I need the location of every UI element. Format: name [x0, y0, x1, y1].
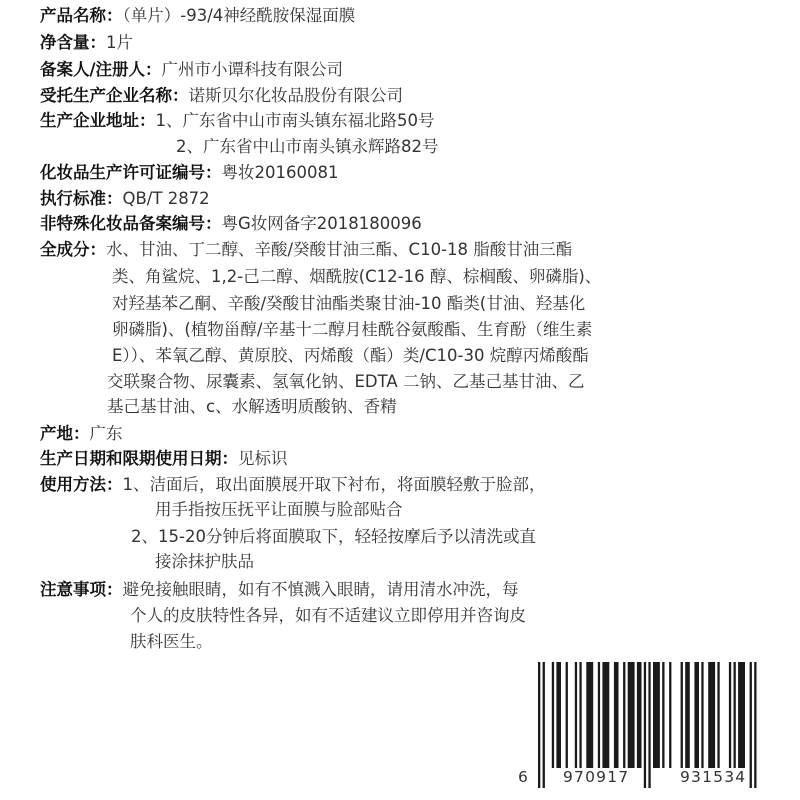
net-content-row: [40, 33, 133, 53]
license-value: 粤妆20160081: [221, 163, 339, 182]
usage-label: 使用方法：: [40, 475, 123, 494]
usage-line: 接涂抹护肤品: [155, 552, 254, 571]
product-name-label: 产品名称：: [40, 6, 123, 25]
ingredients-label: 全成分：: [40, 240, 106, 259]
ingredients-line: E））、苯氧乙醇、黄原胶、丙烯酸（酯）类/C10-30 烷醇丙烯酸酯: [112, 346, 589, 365]
barcode-bar: [598, 662, 600, 768]
ingredients-row: [40, 240, 572, 260]
barcode-digit-prefix: 6: [518, 768, 528, 786]
barcode: [518, 660, 790, 796]
notes-line: 避免接触眼睛，如有不慎溅入眼睛，请用清水冲洗，每: [122, 580, 519, 599]
barcode-bar: [623, 662, 625, 768]
license-label: 化妆品生产许可证编号：: [40, 163, 222, 182]
registrant-label: 备案人/注册人：: [40, 60, 162, 79]
barcode-bar: [579, 662, 581, 768]
barcode-bar: [575, 662, 577, 768]
ingredients-line: 基己基甘油、c、水解透明质酸钠、香精: [107, 397, 397, 416]
usage-line: 2、15-20分钟后将面膜取下，轻轻按摩后予以清洗或直: [131, 527, 536, 546]
usage-row: [40, 475, 546, 495]
barcode-digits-left: 970917: [563, 768, 630, 786]
product-name-row: [40, 6, 355, 26]
manufacturer-value: 诺斯贝尔化妆品股份有限公司: [188, 86, 403, 105]
ingredients-line: 类、角鲨烷、1,2-己二醇、烟酰胺(C12-16 醇、棕榈酸、卵磷脂)、: [112, 267, 602, 286]
registrant-value: 广州市小谭科技有限公司: [161, 60, 344, 79]
usage-line: 1、洁面后，取出面膜展开取下衬布，将面膜轻敷于脸部，: [122, 475, 546, 494]
barcode-bar: [552, 662, 554, 768]
barcode-bar: [538, 662, 540, 788]
notes-label: 注意事项：: [40, 580, 123, 599]
net-content-label: 净含量：: [40, 33, 106, 52]
usage-line: 用手指按压抚平让面膜与脸部贴合: [155, 500, 403, 519]
notes-line: 肤科医生。: [130, 632, 213, 651]
notes-line: 个人的皮肤特性各异，如有不适建议立即停用并咨询皮: [130, 606, 526, 625]
standard-label: 执行标准：: [40, 189, 123, 208]
barcode-digits-right: 931534: [680, 768, 747, 786]
license-row: [40, 163, 338, 183]
manufacturer-label: 受托生产企业名称：: [40, 86, 189, 105]
barcode-bar: [653, 662, 660, 768]
dates-value: 见标识: [238, 449, 288, 468]
barcode-bar: [602, 662, 609, 768]
barcode-bar: [729, 662, 731, 768]
barcode-bar: [738, 662, 745, 768]
notes-row: [40, 580, 519, 600]
address-row: [40, 111, 435, 131]
ingredients-line: 对羟基苯乙酮、辛酸/癸酸甘油酯类聚甘油-10 酯类(甘油、羟基化: [112, 294, 586, 313]
net-content-value: 1片: [106, 33, 133, 52]
manufacturer-row: [40, 86, 403, 106]
barcode-bar: [754, 662, 756, 788]
barcode-bar: [644, 662, 646, 788]
address-line: 2、广东省中山市南头镇永辉路82号: [176, 137, 439, 156]
barcode-bar: [669, 662, 671, 768]
barcode-bar: [694, 662, 699, 768]
address-line: 1、广东省中山市南头镇东福北路50号: [155, 111, 435, 130]
barcode-bar: [566, 662, 568, 768]
barcode-bar: [648, 662, 650, 788]
barcode-bar: [637, 662, 642, 768]
origin-label: 产地：: [40, 424, 90, 443]
barcode-bar: [701, 662, 703, 768]
barcode-bar: [750, 662, 752, 788]
barcode-bar: [662, 662, 664, 768]
barcode-bar: [685, 662, 690, 768]
barcode-bar: [681, 662, 683, 768]
registrant-row: [40, 60, 343, 80]
barcode-bar: [556, 662, 561, 768]
filing-value: 粤G妆网备字2018180096: [221, 214, 422, 233]
origin-value: 广东: [89, 424, 123, 443]
dates-label: 生产日期和限期使用日期：: [40, 449, 238, 468]
barcode-bar: [543, 662, 545, 788]
barcode-bar: [614, 662, 619, 768]
origin-row: [40, 424, 123, 444]
ingredients-line: 卵磷脂)、(植物甾醇/辛基十二醇月桂酰谷氨酸酯、生育酚（维生素: [112, 320, 593, 339]
standard-value: QB/T 2872: [122, 189, 210, 208]
barcode-bar: [717, 662, 719, 768]
standard-row: [40, 189, 210, 209]
barcode-bar: [628, 662, 635, 768]
dates-row: [40, 449, 288, 469]
barcode-bar: [734, 662, 736, 768]
filing-label: 非特殊化妆品备案编号：: [40, 214, 222, 233]
address-label: 生产企业地址：: [40, 111, 156, 130]
filing-row: [40, 214, 422, 234]
barcode-bar: [708, 662, 715, 768]
product-name-value: （单片）-93/4神经酰胺保湿面膜: [122, 6, 356, 25]
ingredients-line: 交联聚合物、尿囊素、氢氧化钠、EDTA 二钠、乙基己基甘油、乙: [107, 372, 585, 391]
barcode-bar: [586, 662, 593, 768]
ingredients-line: 水、甘油、丁二醇、辛酸/癸酸甘油三酯、C10-18 脂酸甘油三酯: [106, 240, 573, 259]
